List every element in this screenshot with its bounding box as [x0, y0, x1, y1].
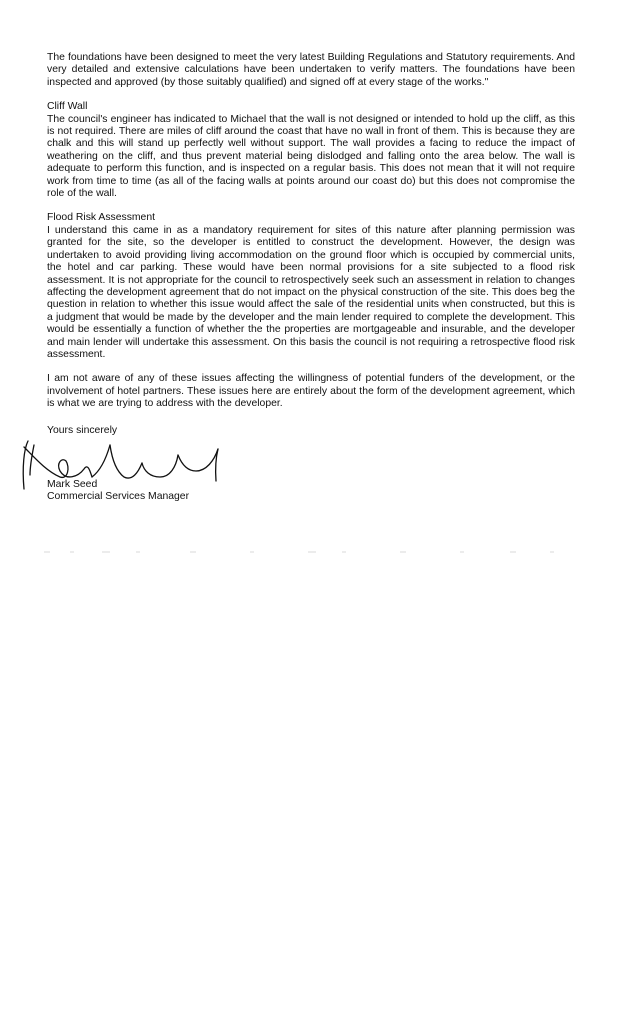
closing-block	[47, 425, 575, 504]
signature-scribble-icon	[20, 437, 250, 499]
heading-flood-risk: Flood Risk Assessment	[47, 212, 155, 224]
paragraph-gap	[47, 200, 575, 212]
paragraph-funders: I am not aware of any of these issues affecting the willingness of potential funders of the development, or the involvement of hotel partners. These issues here are entirely about the form of the development agreement, which is what we are trying to address with the developer.	[47, 373, 575, 410]
scan-artifact-line	[40, 550, 560, 554]
letter-page	[47, 52, 575, 504]
closing-salutation: Yours sincerely	[47, 424, 118, 436]
signer-name: Mark Seed	[47, 478, 98, 490]
heading-cliff-wall: Cliff Wall	[47, 101, 88, 113]
paragraph-gap	[47, 89, 575, 101]
paragraph-gap	[47, 361, 575, 373]
paragraph-cliff-wall: The council's engineer has indicated to Michael that the wall is not designed or intended to hold up the cliff, as this is not required. There are miles of cliff around the coast that have no wall in front of them. This is because they are chalk and this will stand up perfectly well without support. The wall provides a facing to reduce the impact of weathering on the cliff, and thus prevent material being dislodged and falling onto the area below. The wall is adequate to perform this function, and is inspected on a regular basis. This does not mean that it will not require work from time to time (as all of the facing walls at points around our coast do) but this does not compromise the role of the wall.	[47, 113, 575, 200]
paragraph-flood-risk: I understand this came in as a mandatory requirement for sites of this nature after planning permission was granted for the site, so the developer is entitled to construct the development. However, the design was undertaken to avoid providing living accommodation on the ground floor which is occupied by commercial units, the hotel and car parking. These would have been normal provisions for a site subjected to a flood risk assessment. It is not appropriate for the council to retrospectively seek such an assessment in relation to changes affecting the development agreement that do not impact on the physical construction of the site. This does beg the question in relation to whether this issue would affect the sale of the residential units when constructed, but this is a judgment that would be made by the developer and the main lender required to complete the development. This would be essentially a function of whether the the properties are mortgageable and insurable, and the developer and main lender will undertake this assessment. On this basis the council is not requiring a retrospective flood risk assessment.	[47, 224, 575, 360]
signer-title: Commercial Services Manager	[47, 491, 190, 503]
paragraph-foundations: The foundations have been designed to meet the very latest Building Regulations and Statutory requirements. And very detailed and extensive calculations have been undertaken to verify matters. The foundations have been inspected and approved (by those suitably qualified) and signed off at every stage of the works."	[47, 52, 575, 88]
signature	[20, 437, 250, 487]
